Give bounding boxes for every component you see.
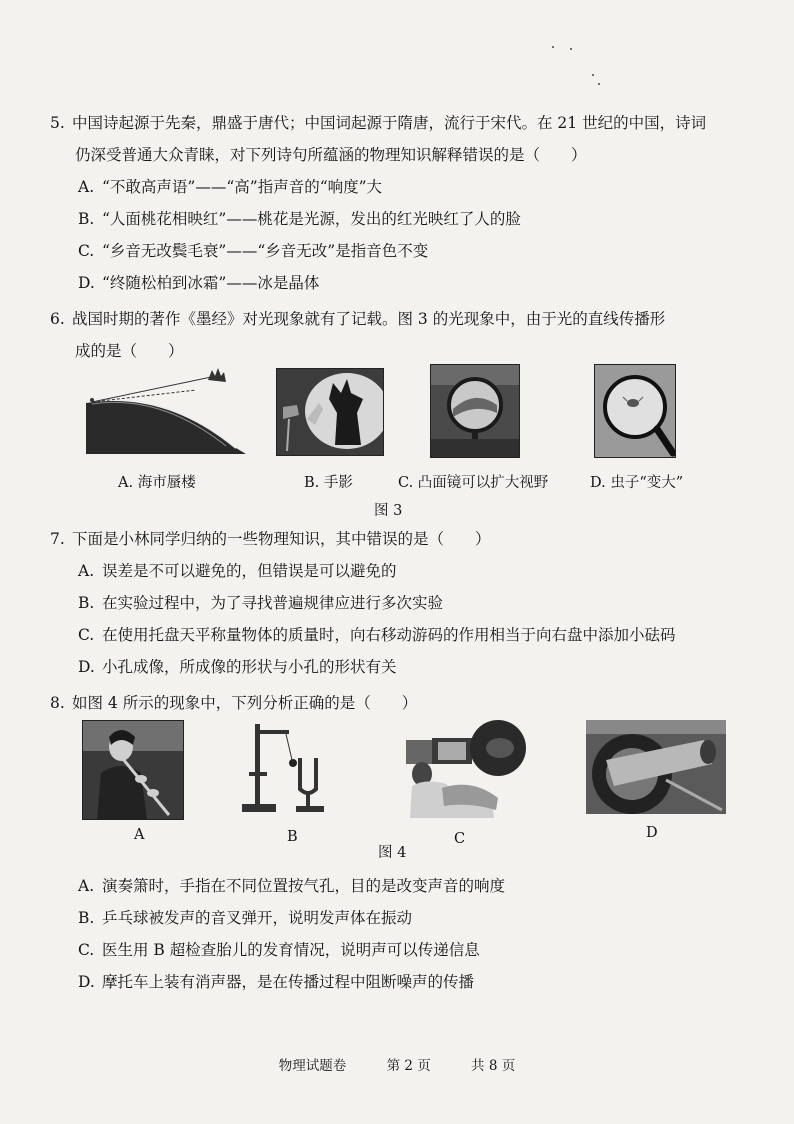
footer-page-number: 第 2 页 [386,1058,431,1074]
motorcycle-muffler-figure [586,720,726,814]
fig4-label: 图 4 [378,845,407,861]
magnifier-bug-figure [594,364,676,458]
q7-number: 7. [50,530,65,548]
fig3-label: 图 3 [374,503,403,519]
q8-option-b: B. 乒乓球被发声的音叉弹开，说明发声体在振动 [78,909,413,927]
fig4-caption-a: A [134,827,145,843]
scan-speck [570,48,572,50]
q5-option-b: B. “人面桃花相映红”——桃花是光源，发出的红光映红了人的脸 [78,210,521,228]
hand-shadow-figure [276,368,384,456]
fig3-caption-c: C. 凸面镜可以扩大视野 [398,475,549,491]
q5-option-a: A. “不敢高声语”——“高”指声音的“响度”大 [78,178,383,196]
footer-subject: 物理试题卷 [278,1058,347,1074]
fig4-caption-d: D [646,825,658,841]
q5-stem-line2: 仍深受普通大众青睐，对下列诗句所蕴涵的物理知识解释错误的是（ ） [75,146,587,164]
q8-number: 8. [50,694,65,712]
fig4-caption-b: B [287,829,298,845]
q6-stem-line1: 6. 战国时期的著作《墨经》对光现象就有了记载。图 3 的光现象中，由于光的直线传播形 [50,310,666,328]
fig3-caption-d: D. 虫子“变大” [590,475,684,491]
ultrasound-figure [402,718,526,820]
scan-speck [552,46,554,48]
q5-option-d: D. “终随松柏到冰霜”——冰是晶体 [78,274,320,292]
scan-speck [592,74,594,76]
footer-total-pages: 共 8 页 [471,1058,516,1074]
q6-stem-line2: 成的是（ ） [75,342,184,360]
q7-option-d: D. 小孔成像，所成像的形状与小孔的形状有关 [78,658,397,676]
q7-stem: 7. 下面是小林同学归纳的一些物理知识，其中错误的是（ ） [50,530,491,548]
q5-number: 5. [50,114,65,132]
q8-option-d: D. 摩托车上装有消声器，是在传播过程中阻断噪声的传播 [78,973,475,991]
q8-option-c: C. 医生用 B 超检查胎儿的发育情况，说明声可以传递信息 [78,941,480,959]
fig4-caption-c: C [454,831,466,847]
scan-speck [598,83,600,85]
mirage-figure [86,368,246,454]
fig3-caption-b: B. 手影 [304,475,353,491]
q8-stem: 8. 如图 4 所示的现象中，下列分析正确的是（ ） [50,694,418,712]
fig3-caption-a: A. 海市蜃楼 [118,475,196,491]
q5-stem-line1: 5. 中国诗起源于先秦，鼎盛于唐代；中国词起源于隋唐，流行于宋代。在 21 世纪的中国，诗词 [50,114,707,132]
q7-option-a: A. 误差是不可以避免的，但错误是可以避免的 [78,562,397,580]
q7-option-c: C. 在使用托盘天平称量物体的质量时，向右移动游码的作用相当于向右盘中添加小砝码 [78,626,676,644]
q8-option-a: A. 演奏箫时，手指在不同位置按气孔，目的是改变声音的响度 [78,877,506,895]
page-footer [0,1054,794,1074]
q7-option-b: B. 在实验过程中，为了寻找普遍规律应进行多次实验 [78,594,444,612]
q6-number: 6. [50,310,65,328]
xiao-flute-player-figure [82,720,184,820]
convex-mirror-figure [430,364,520,458]
q5-option-c: C. “乡音无改鬓毛衰”——“乡音无改”是指音色不变 [78,242,429,260]
tuning-fork-pingpong-figure [238,718,328,814]
